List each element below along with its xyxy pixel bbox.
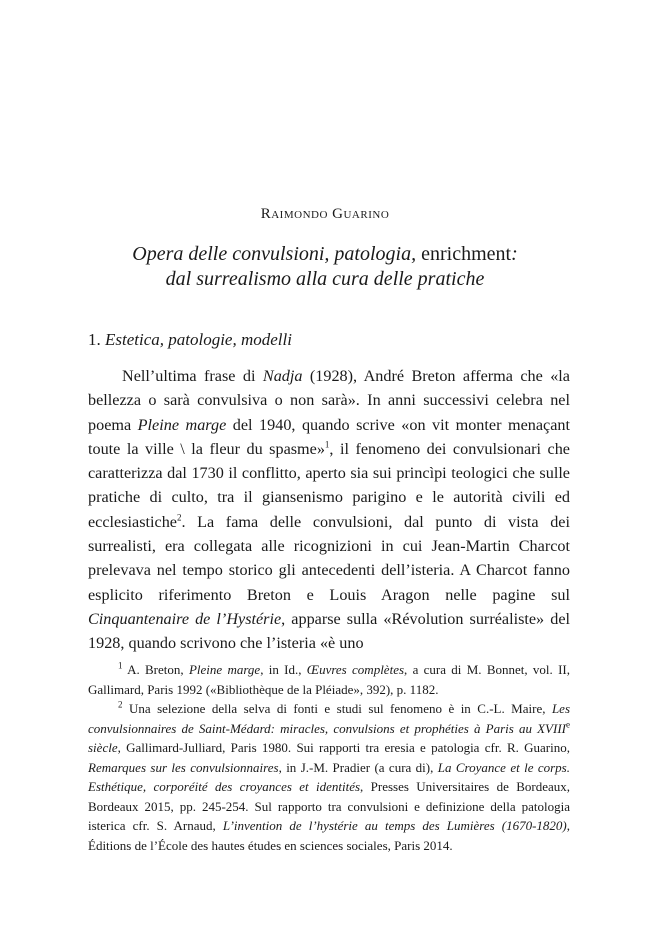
italic-run: Œuvres complètes [306, 662, 405, 677]
footnotes [88, 660, 570, 855]
italic-run: Les convulsionnaires de Saint-Médard: miracles, convulsions et prophéties à Paris au XVIII [88, 701, 570, 736]
text-run: , apparse sulla «Révolution surréaliste» del 1928, quando scrivono che l’isteria «è uno [88, 609, 570, 653]
text-run: (1928), André Breton afferma che «la bellezza o sarà convulsiva o non sarà». In anni successivi celebra nel poema [88, 367, 570, 434]
italic-run: L’invention de l’hystérie au temps des Lumières (1670-1820) [222, 818, 567, 833]
footnote-2 [88, 699, 570, 855]
italic-run: Pleine marge [188, 662, 261, 677]
section-heading [88, 330, 292, 350]
text-run: . La fama delle convulsioni, dal punto di vista dei surrealisti, era collegata alle ricognizioni in cui Jean-Martin Charcot prelevava nel tempo storico gli antecedenti dell’isteria. A Charcot fanno esplicito riferimento Breton e Louis Aragon nelle pagine sul [88, 512, 570, 604]
text-run: del 1940, quando scrive «on vit monter menaçant toute la ville \ la fleur du spasme» [88, 415, 570, 458]
title-line1-b: enrichment [421, 243, 512, 265]
footnote-number: 1 [118, 660, 123, 671]
article-title [90, 242, 560, 292]
superscript: e [566, 719, 570, 730]
text-run: , a cura di M. Bonnet, vol. II, Gallimard, Paris 1992 («Bibliothèque de la Pléiade», 392), p. 1182. [88, 662, 570, 697]
title-line1-c: : [511, 243, 518, 265]
text-run: , il fenomeno dei convulsionari che caratterizza dal 1730 il conflitto, aperto sia sui princìpi teologici che sulle pratiche di culto, tra il giansenismo parigino e le autorità civili ed ecclesiastiche [88, 439, 570, 531]
footnote-1 [88, 660, 570, 699]
italic-run: Pleine marge [137, 415, 227, 434]
italic-run: Cinquantenaire de l’Hystérie [88, 609, 282, 628]
title-line2: dal surrealismo alla cura delle pratiche [165, 268, 485, 290]
text-run: , in J.-M. Pradier (a cura di), [278, 759, 438, 775]
italic-run: La Croyance et le corps. Esthétique, corporéité des croyances et identités [88, 759, 570, 794]
section-number: 1. [88, 330, 101, 349]
text-run: A. Breton, [122, 662, 189, 677]
text-run: , Gallimard-Julliard, Paris 1980. Sui rapporti tra eresia e patologia cfr. R. Guarino, [117, 740, 570, 755]
footnote-ref-2[interactable]: 2 [176, 512, 182, 523]
text-run: , Éditions de l’École des hautes études en sciences sociales, Paris 2014. [88, 818, 571, 853]
body-text [88, 364, 570, 656]
text-run: Nell’ultima frase di [122, 367, 263, 385]
text-run: Una selezione della selva di fonti e studi sul fenomeno è in C.-L. Maire, [122, 701, 552, 716]
italic-run: siècle [88, 740, 118, 755]
text-run: , in Id., [260, 662, 307, 677]
author-name: Raimondo Guarino [260, 206, 390, 222]
paragraph [88, 364, 570, 656]
section-title: Estetica, patologie, modelli [105, 330, 292, 349]
footnote-ref-1[interactable]: 1 [324, 439, 330, 450]
footnote-number: 2 [118, 699, 123, 710]
text-run: , Presses Universitaires de Bordeaux, Bordeaux 2015, pp. 245-254. Sul rapporto tra convulsioni e definizione della patologia isterica cfr. S. Arnaud, [88, 779, 570, 833]
title-line1-a: Opera delle convulsioni, patologia, [132, 243, 417, 265]
italic-run: Remarques sur les convulsionnaires [88, 759, 279, 775]
italic-run: Nadja [262, 367, 303, 385]
